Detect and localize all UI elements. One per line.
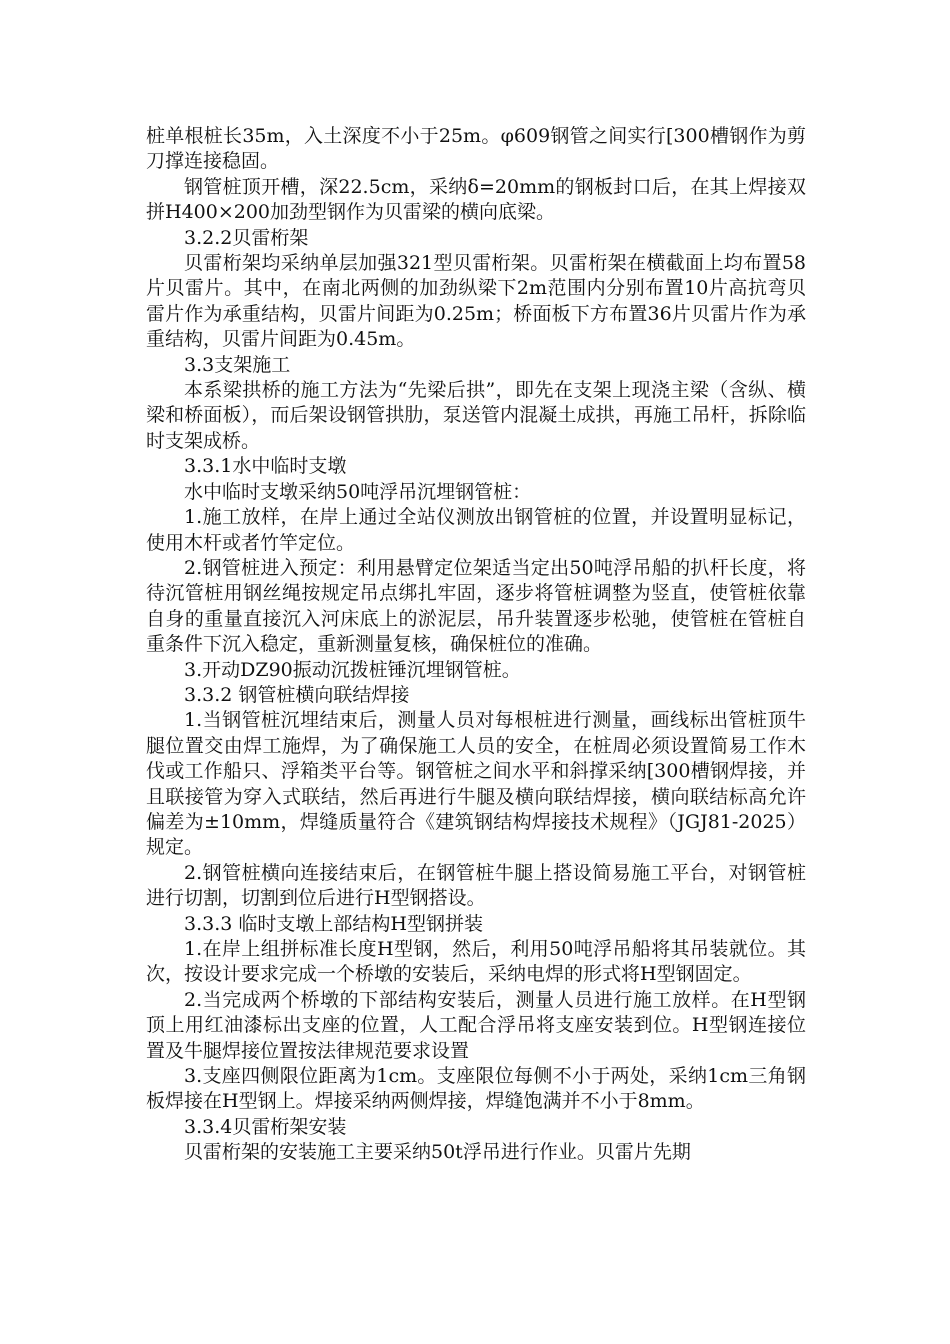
paragraph-4: 本系梁拱桥的施工方法为“先梁后拱”，即先在支架上现浇主梁（含纵、横梁和桥面板），而后架设钢管拱肋，泵送管内混凝土成拱，再施工吊杆，拆除临时支架成桥。 bbox=[146, 379, 806, 452]
list-item-1: 1.施工放样，在岸上通过全站仪测放出钢管桩的位置，并设置明显标记，使用木杆或者竹竿定位。 bbox=[146, 506, 806, 554]
list-item-3: 3.开动DZ90振动沉拨桩锤沉埋钢管桩。 bbox=[184, 658, 521, 681]
list-item-2: 2.钢管桩进入预定：利用悬臂定位架适当定出50吨浮吊船的扒杆长度，将待沉管桩用钢丝绳按规定吊点绑扎牢固，逐步将管桩调整为竖直，使管桩依靠自身的重量直接沉入河床底上的淤泥层，吊升装置逐步松驰，使管桩在管桩自重条件下沉入稳定，重新测量复核，确保桩位的准确。 bbox=[146, 556, 806, 656]
paragraph-5: 水中临时支墩采纳50吨浮吊沉埋钢管桩： bbox=[184, 480, 532, 503]
section-heading-3-2-2: 3.2.2贝雷桁架 bbox=[184, 226, 309, 249]
list-item-4: 1.当钢管桩沉埋结束后，测量人员对每根桩进行测量，画线标出管桩顶牛腿位置交由焊工施焊，为了确保施工人员的安全，在桩周必须设置简易工作木伐或工作船只、浮箱类平台等。钢管桩之间水平和斜撑采纳[300槽钢焊接，并且联接管为穿入式联结，然后再进行牛腿及横向联结焊接，横向联结标高允许偏差为±10mm，焊缝质量符合《建筑钢结构焊接技术规程》（JGJ81-2025）规定。 bbox=[146, 709, 806, 859]
paragraph-6: 贝雷桁架的安装施工主要采纳50t浮吊进行作业。贝雷片先期 bbox=[184, 1141, 691, 1164]
paragraph-3: 贝雷桁架均采纳单层加强321型贝雷桁架。贝雷桁架在横截面上均布置58片贝雷片。其中，在南北两侧的加劲纵梁下2m范围内分别布置10片高抗弯贝雷片作为承重结构，贝雷片间距为0.25m；桥面板下方布置36片贝雷片作为承重结构，贝雷片间距为0.45m。 bbox=[146, 252, 806, 351]
list-item-5: 2.钢管桩横向连接结束后，在钢管桩牛腿上搭设简易施工平台，对钢管桩进行切割，切割到位后进行H型钢搭设。 bbox=[146, 861, 806, 910]
section-heading-3-3-2: 3.3.2 钢管桩横向联结焊接 bbox=[184, 683, 410, 706]
paragraph-1: 桩单根桩长35m，入土深度不小于25m。φ609钢管之间实行[300槽钢作为剪刀撑连接稳固。 bbox=[146, 125, 806, 173]
section-heading-3-3-1: 3.3.1水中临时支墩 bbox=[184, 455, 347, 478]
list-item-7: 2.当完成两个桥墩的下部结构安装后，测量人员进行施工放样。在H型钢顶上用红油漆标出支座的位置，人工配合浮吊将支座安装到位。H型钢连接位置及牛腿焊接位置按法律规范要求设置 bbox=[146, 988, 806, 1062]
document-body bbox=[146, 124, 806, 1166]
list-item-6: 1.在岸上组拼标准长度H型钢，然后，利用50吨浮吊船将其吊装就位。其次，按设计要求完成一个桥墩的安装后，采纳电焊的形式将H型钢固定。 bbox=[146, 938, 806, 986]
list-item-8: 3.支座四侧限位距离为1cm。支座限位每侧不小于两处，采纳1cm三角钢板焊接在H型钢上。焊接采纳两侧焊接，焊缝饱满并不小于8mm。 bbox=[146, 1065, 806, 1113]
section-heading-3-3-3: 3.3.3 临时支墩上部结构H型钢拼装 bbox=[184, 912, 483, 935]
section-heading-3-3-4: 3.3.4贝雷桁架安装 bbox=[184, 1115, 347, 1138]
section-heading-3-3: 3.3支架施工 bbox=[184, 353, 291, 376]
paragraph-2: 钢管桩顶开槽，深22.5cm，采纳δ=20mm的钢板封口后，在其上焊接双拼H400×200加劲型钢作为贝雷梁的横向底梁。 bbox=[146, 175, 806, 224]
